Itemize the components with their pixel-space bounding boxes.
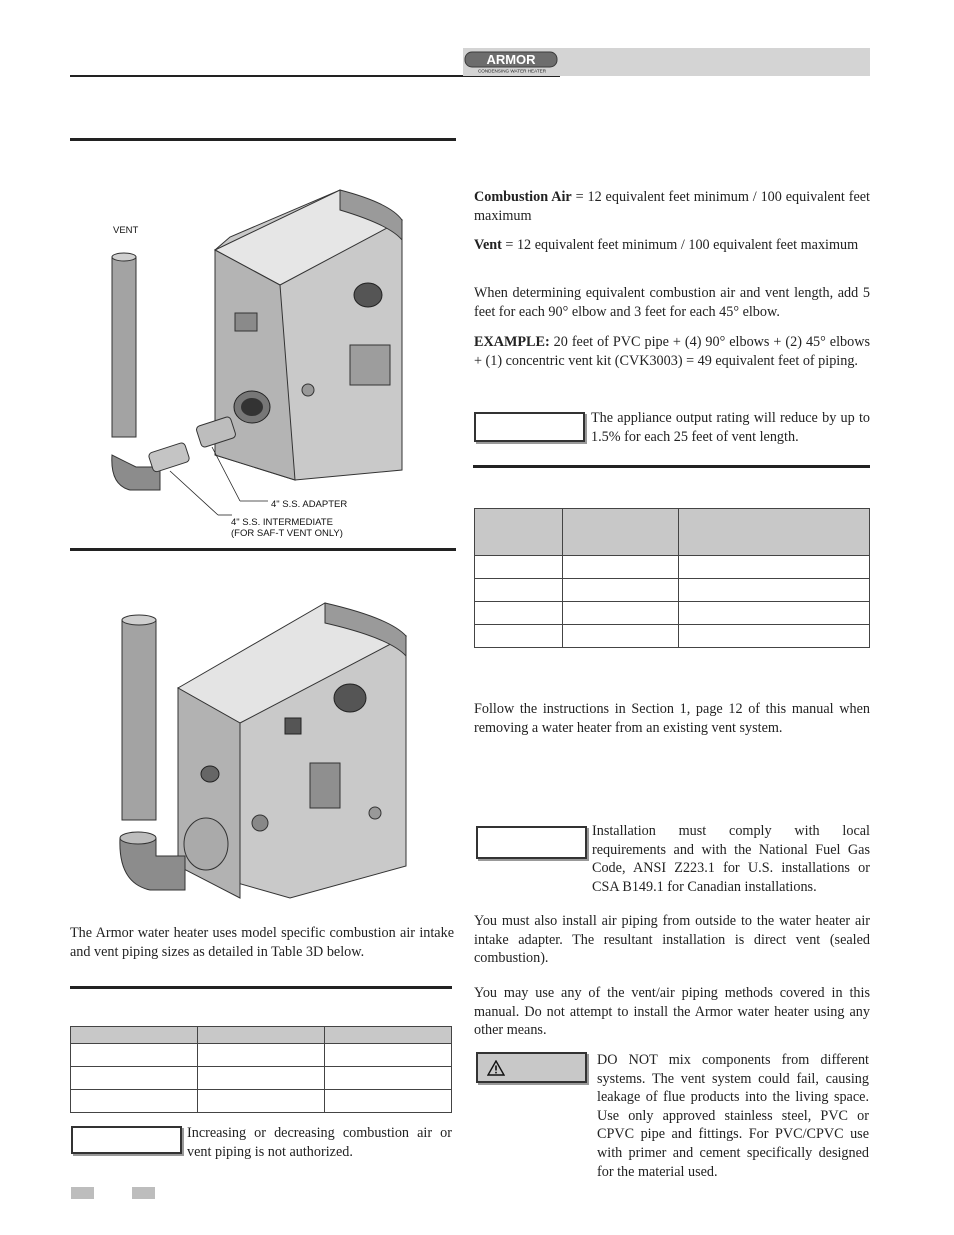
notice-text-left: Increasing or decreasing combustion air or vent piping is not authorized.: [187, 1125, 452, 1160]
vent-table: [474, 508, 870, 648]
section-rule-1: [70, 138, 456, 141]
notice-text-right-1: The appliance output rating will reduce by up to 1.5% for each 25 feet of vent length.: [591, 410, 870, 445]
example-paragraph: [474, 333, 870, 370]
section-rule-3: [70, 986, 452, 989]
table-row: [71, 1090, 452, 1113]
notice-box-right-2: [476, 826, 587, 859]
equivalent-length-paragraph: When determining equivalent combustion air and vent length, add 5 feet for each 90° elbow and 3 feet for each 45° elbow.: [474, 285, 870, 320]
intermediate-label: 4" S.S. INTERMEDIATE: [231, 517, 333, 528]
section-rule-2: [70, 548, 456, 551]
figure-vent-assembly-2: [110, 598, 420, 918]
example-text: 20 feet of PVC pipe + (4) 90° elbows + (2) 45° elbows + (1) concentric vent kit (CVK3003) = 49 equivalent feet of piping.: [474, 334, 870, 369]
table-row: [71, 1044, 452, 1067]
armor-logo: [464, 50, 560, 74]
removal-paragraph: Follow the instructions in Section 1, page 12 of this manual when removing a water heater from an existing vent system.: [474, 701, 870, 736]
adapter-label: 4" S.S. ADAPTER: [271, 499, 348, 510]
methods-paragraph: You may use any of the vent/air piping methods covered in this manual. Do not attempt to install the Armor water heater using any other means.: [474, 985, 870, 1039]
intermediate-note: (FOR SAF-T VENT ONLY): [231, 528, 343, 539]
logo-tagline: CONDENSING WATER HEATER: [477, 68, 547, 74]
table-row: [475, 579, 870, 602]
notice-box-left: [71, 1126, 182, 1154]
vent-paragraph-text: = 12 equivalent feet minimum / 100 equivalent feet maximum: [501, 237, 859, 253]
air-piping-paragraph: You must also install air piping from outside to the water heater air intake adapter. The resultant installation is direct vent (sealed combustion).: [474, 913, 870, 967]
notice-text-right-2: Installation must comply with local requirements and with the National Fuel Gas Code, ANSI Z223.1 for U.S. installations or CSA B149.1 for Canadian installations.: [592, 823, 870, 895]
vent-paragraph: [474, 236, 870, 255]
vent-label: VENT: [113, 225, 139, 236]
notice-box-right-1: [474, 412, 585, 442]
warning-triangle-icon: [487, 1060, 505, 1076]
table-3d: [70, 1026, 452, 1113]
warning-text: DO NOT mix components from different systems. The vent system could fail, causing leakage of flue products into the living space. Use only approved stainless steel, PVC or CPVC pipe and fittings. For PVC/CPVC use with primer and cement specifically designed for the material used.: [597, 1052, 869, 1180]
table-row: [475, 602, 870, 625]
combustion-air-label: Combustion Air: [474, 189, 572, 205]
intro-paragraph: The Armor water heater uses model specific combustion air intake and vent piping sizes as detailed in Table 3D below.: [70, 925, 454, 960]
warning-box: [476, 1052, 587, 1083]
table-row: [475, 556, 870, 579]
logo-brand: ARMOR: [486, 52, 536, 67]
footer-tab-1: [71, 1187, 94, 1199]
example-label: EXAMPLE:: [474, 334, 550, 350]
section-rule-right-1: [473, 465, 870, 468]
combustion-air-paragraph: [474, 188, 870, 225]
table-row: [71, 1027, 452, 1044]
table-row: [475, 509, 870, 556]
vent-paragraph-label: Vent: [474, 237, 502, 253]
footer-tab-2: [132, 1187, 155, 1199]
table-row: [475, 625, 870, 648]
combustion-air-text: = 12 equivalent feet minimum / 100 equivalent feet maximum: [474, 189, 870, 224]
table-row: [71, 1067, 452, 1090]
figure-vent-assembly-1: [90, 185, 450, 545]
